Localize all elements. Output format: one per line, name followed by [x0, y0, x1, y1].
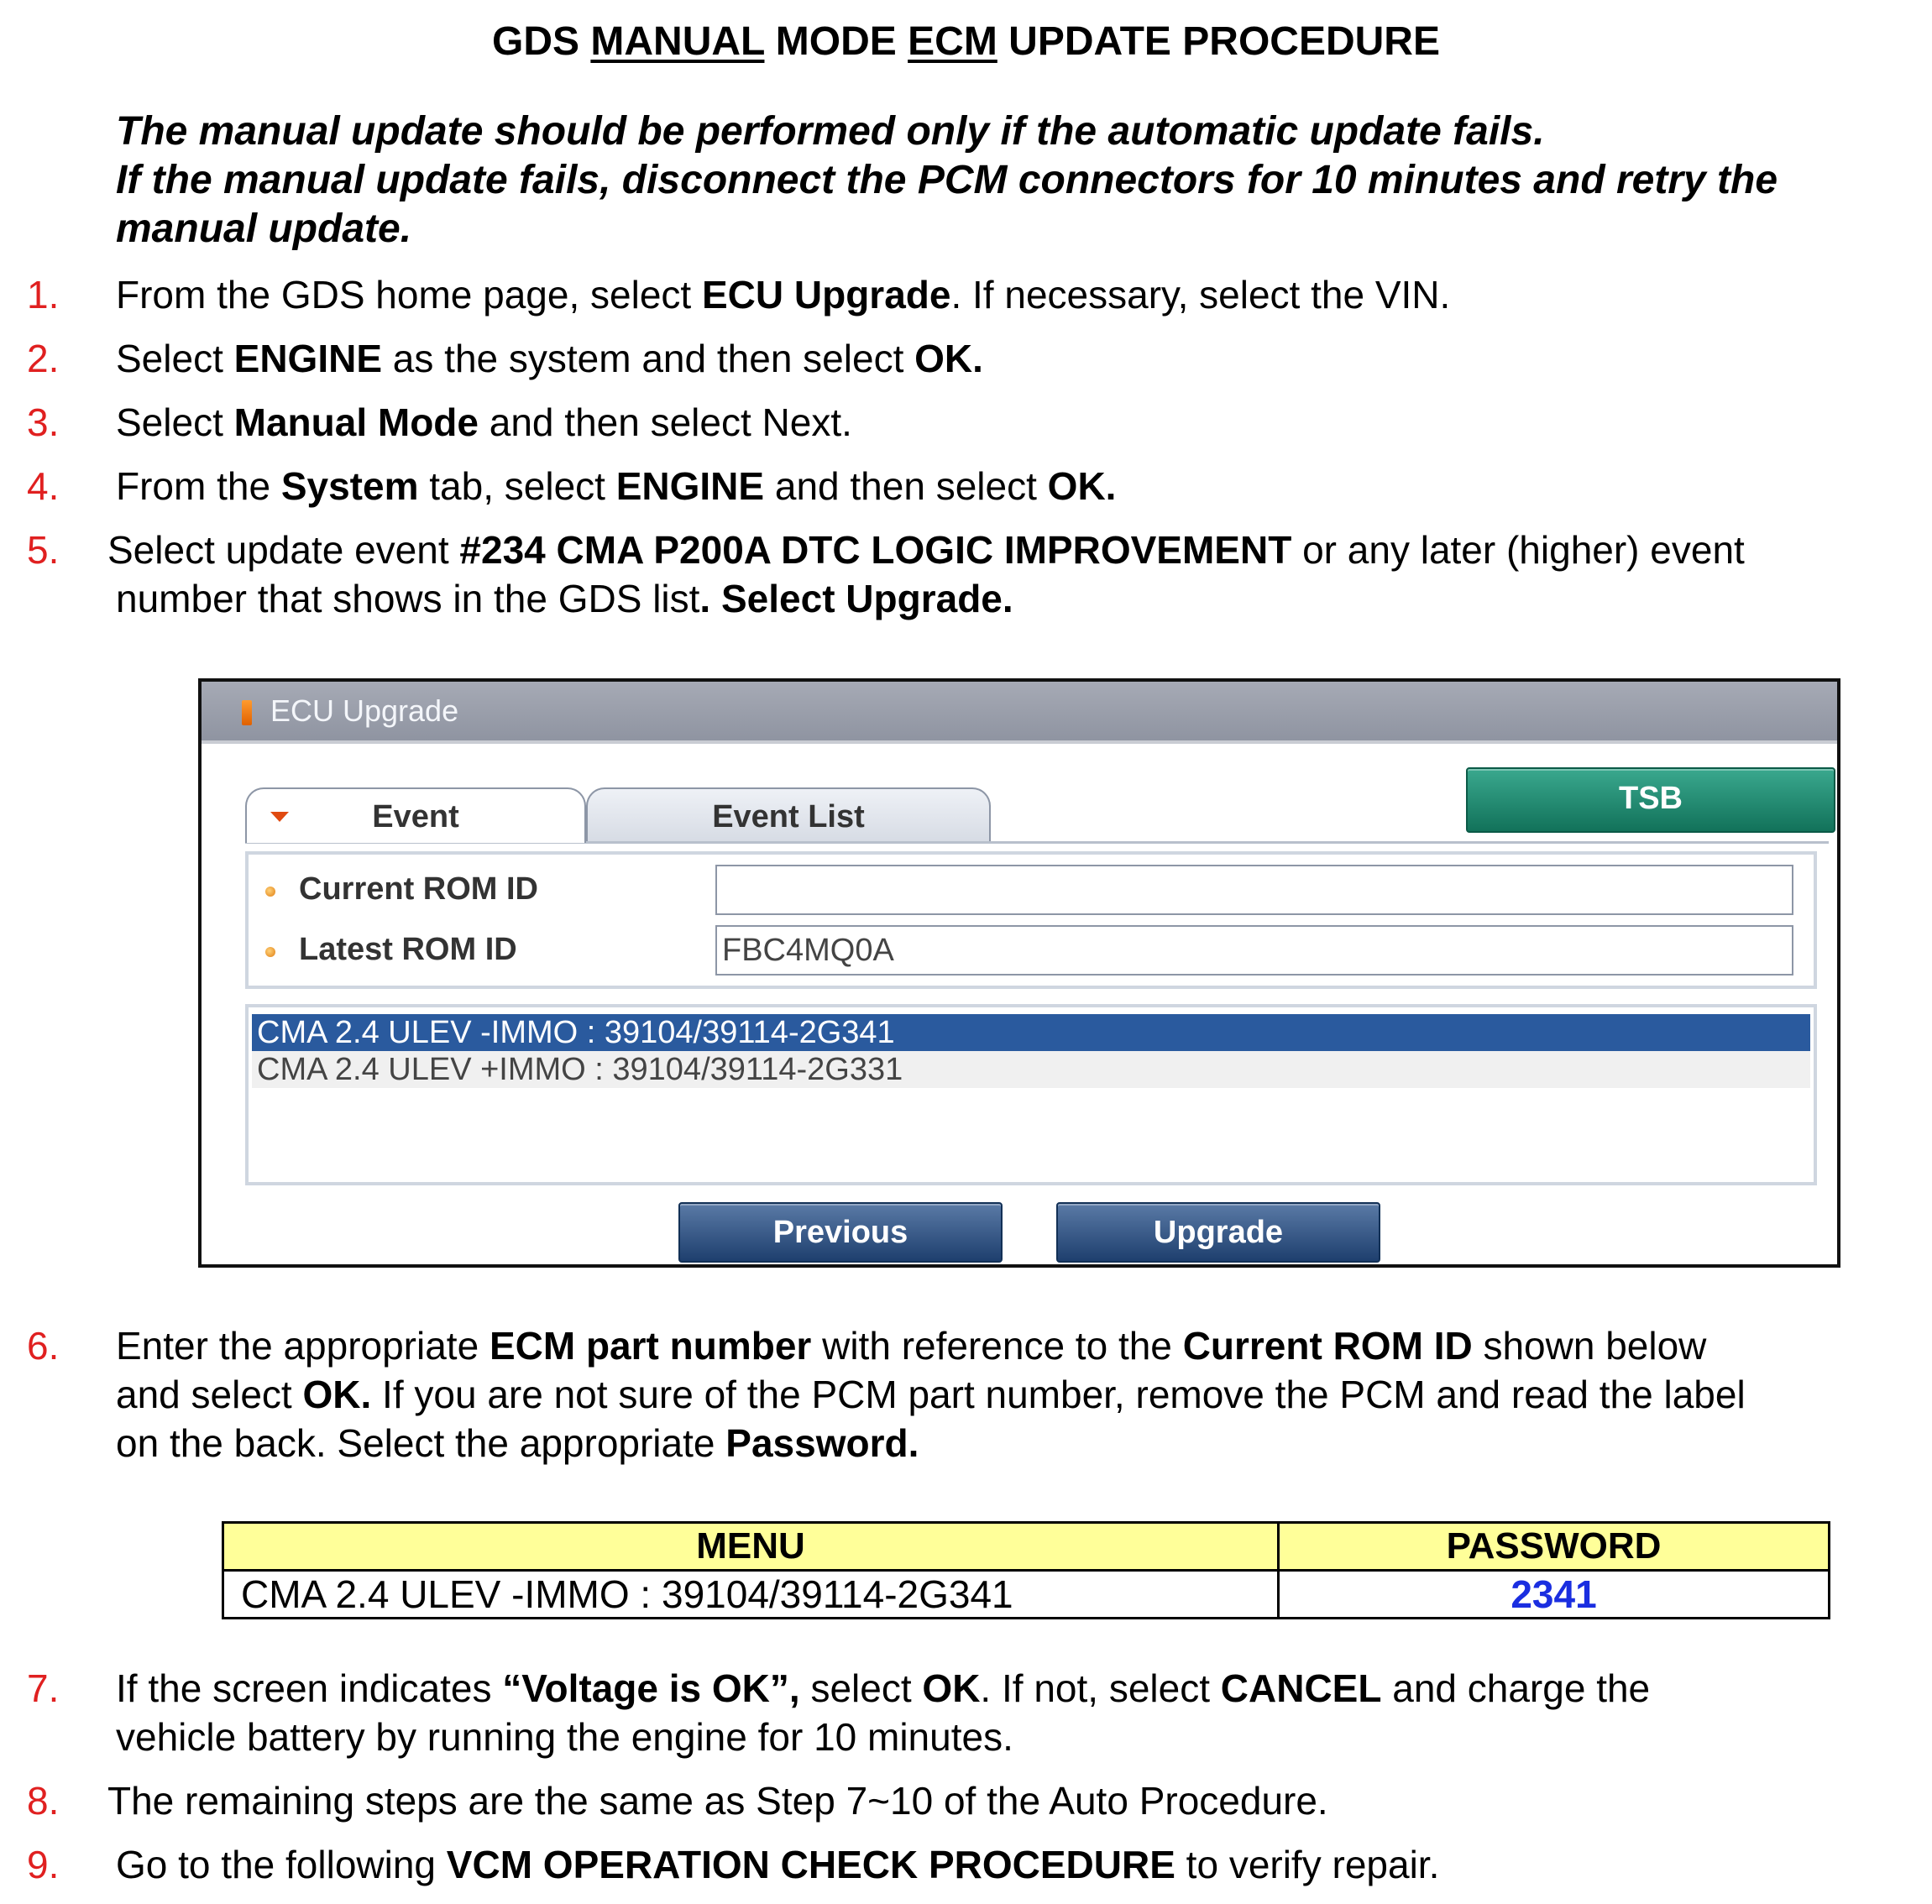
tab-event[interactable]: Event [245, 787, 586, 843]
title-ecm: ECM [908, 19, 997, 64]
latest-rom-label: Latest ROM ID [299, 932, 517, 967]
ecu-upgrade-window [198, 678, 1840, 1268]
page-title: GDS MANUAL MODE ECM UPDATE PROCEDURE [492, 19, 1440, 64]
list-item[interactable]: CMA 2.4 ULEV -IMMO : 39104/39114-2G341 [252, 1014, 1810, 1051]
menu-cell: CMA 2.4 ULEV -IMMO : 39104/39114-2G341 [223, 1571, 1279, 1619]
previous-button[interactable]: Previous [678, 1202, 1003, 1263]
password-cell: 2341 [1279, 1571, 1830, 1619]
title-manual: MANUAL [590, 19, 765, 64]
rom-panel [245, 851, 1817, 989]
bullet-icon [265, 887, 275, 897]
password-header: PASSWORD [1279, 1523, 1830, 1571]
flag-icon [242, 700, 252, 725]
window-title: ECU Upgrade [270, 693, 459, 728]
menu-header: MENU [223, 1523, 1279, 1571]
latest-rom-field[interactable]: FBC4MQ0A [715, 925, 1793, 976]
current-rom-label: Current ROM ID [299, 871, 538, 907]
tab-event-list[interactable]: Event List [586, 787, 991, 843]
current-rom-field[interactable] [715, 865, 1793, 915]
table-row [223, 1571, 1830, 1619]
current-rom-row [249, 865, 1814, 917]
bullet-icon [265, 947, 275, 957]
warning-note: The manual update should be performed only if the automatic update fails. If the manual update fails, disconnect the PCM connectors for 10 minutes and retry the manual update. [116, 109, 1778, 251]
rom-list [245, 1004, 1817, 1185]
triangle-down-icon [270, 812, 289, 822]
table-header-row [223, 1523, 1830, 1571]
tsb-button[interactable]: TSB [1466, 767, 1835, 833]
list-item[interactable]: CMA 2.4 ULEV +IMMO : 39104/39114-2G331 [252, 1051, 1810, 1088]
password-table [222, 1521, 1830, 1619]
latest-rom-row [249, 925, 1814, 977]
window-titlebar [202, 682, 1837, 744]
upgrade-button[interactable]: Upgrade [1056, 1202, 1380, 1263]
